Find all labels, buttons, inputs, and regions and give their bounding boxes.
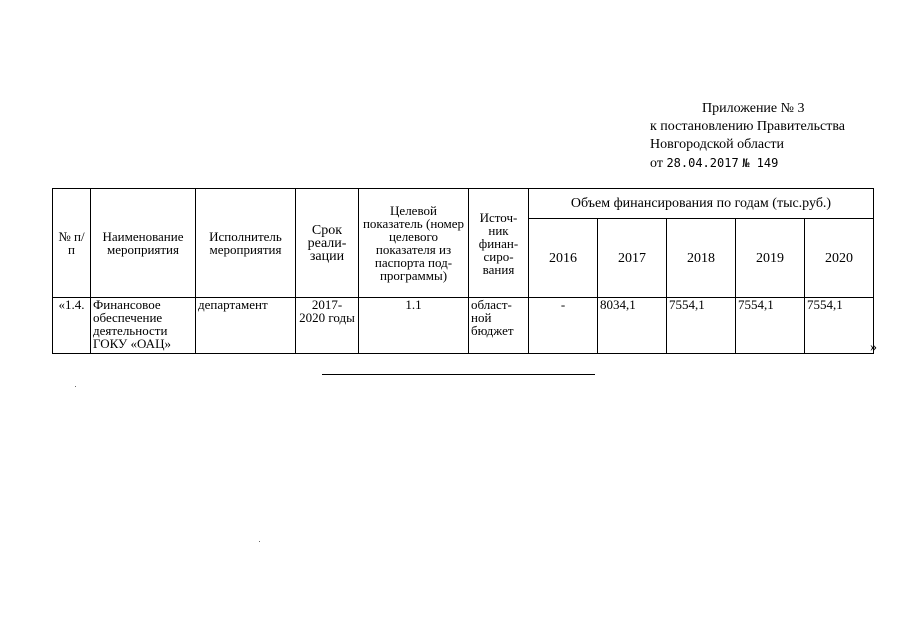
header-year-2018: 2018 [667, 219, 736, 298]
header-row-top [53, 189, 874, 219]
appendix-line-2: Новгородской области [650, 137, 784, 152]
header-name: Наименование мероприятия [91, 189, 196, 298]
row-value-2018: 7554,1 [667, 298, 736, 354]
header-num: № п/п [53, 189, 91, 298]
appendix-line-1: к постановлению Правительства [650, 119, 846, 134]
row-value-2017: 8034,1 [598, 298, 667, 354]
scan-speck [75, 386, 76, 387]
decree-line [650, 154, 845, 173]
row-indicator: 1.1 [359, 298, 469, 354]
decree-number: № 149 [742, 156, 779, 170]
header-year-2016: 2016 [529, 219, 598, 298]
row-value-2020: 7554,1 [805, 298, 874, 354]
header-term: Срок реали- зации [296, 189, 359, 298]
header-year-2020: 2020 [805, 219, 874, 298]
row-name: Финансовое обеспечение деятельности ГОКУ «ОАЦ» [91, 298, 196, 354]
header-funding: Объем финансирования по годам (тыс.руб.) [529, 189, 874, 219]
header-indicator: Целевой показатель (номер целевого показателя из паспорта под- программы) [359, 189, 469, 298]
scan-speck [259, 541, 260, 542]
funding-table [52, 188, 874, 354]
appendix-title: Приложение № 3 [702, 101, 805, 116]
appendix-header [650, 100, 845, 173]
row-term: 2017- 2020 годы [296, 298, 359, 354]
header-year-2017: 2017 [598, 219, 667, 298]
decree-date: 28.04.2017 [666, 156, 739, 170]
row-num: «1.4. [53, 298, 91, 354]
closing-quote: » [870, 340, 877, 355]
row-value-2019: 7554,1 [736, 298, 805, 354]
row-value-2016: - [529, 298, 598, 354]
table-row [53, 298, 874, 354]
header-executor: Исполнитель мероприятия [196, 189, 296, 298]
row-executor: департамент [196, 298, 296, 354]
decree-prefix: от [650, 156, 663, 171]
header-year-2019: 2019 [736, 219, 805, 298]
separator-line [322, 374, 595, 375]
header-source: Источ- ник финан- сиро- вания [469, 189, 529, 298]
row-source: област- ной бюджет [469, 298, 529, 354]
